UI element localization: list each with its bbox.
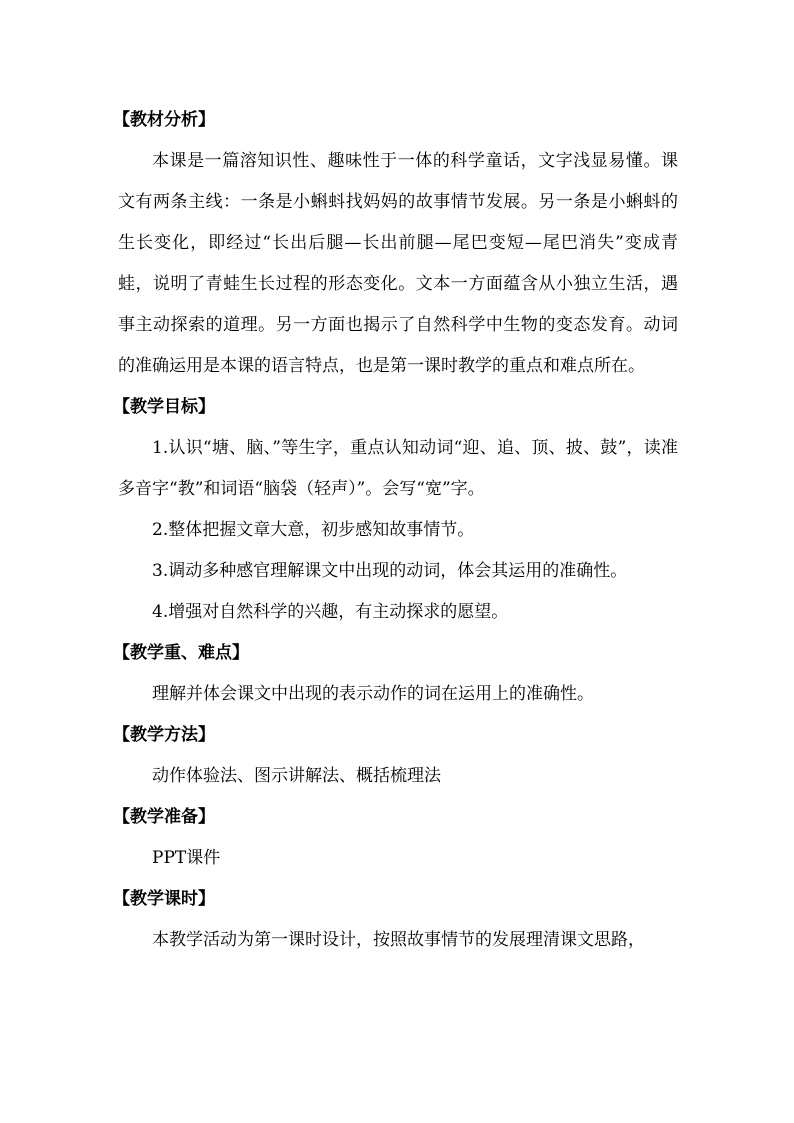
objective-item-3: 3.调动多种感官理解课文中出现的动词，体会其运用的准确性。: [152, 561, 628, 581]
textbook-analysis-paragraph: 本课是一篇溶知识性、趣味性于一体的科学童话，文字浅显易懂。课文有两条主线：一条是小蝌蚪找妈妈的故事情节发展。另一条是小蝌蚪的生长变化，即经过“长出后腿—长出前腿—尾巴变短—尾巴消失”变成青蛙，说明了青蛙生长过程的形态变化。文本一方面蕴含从小独立生活，遇事主动探索的道理。另一方面也揭示了自然科学中生物的变态发育。动词的准确运用是本课的语言特点，也是第一课时教学的重点和难点所在。: [118, 151, 678, 376]
class-hours-paragraph: 本教学活动为第一课时设计，按照故事情节的发展理清课文思路，: [152, 930, 645, 950]
section-heading-teaching-methods: 【教学方法】: [113, 725, 215, 745]
objective-item-1: 1.认识“塘、脑、”等生字，重点认知动词“迎、追、顶、披、鼓”，读准多音字“教”和词语“脑袋（轻声）”。会写“宽”字。: [118, 438, 678, 499]
document-page: [113, 100, 678, 961]
teaching-preparation-text: PPT课件: [152, 848, 221, 868]
section-heading-key-points: 【教学重、难点】: [113, 643, 249, 663]
objective-item-2: 2.整体把握文章大意，初步感知故事情节。: [152, 520, 475, 540]
section-heading-class-hours: 【教学课时】: [113, 889, 215, 909]
objective-item-4: 4.增强对自然科学的兴趣，有主动探求的愿望。: [152, 602, 509, 622]
key-points-text: 理解并体会课文中出现的表示动作的词在运用上的准确性。: [152, 684, 594, 704]
teaching-methods-text: 动作体验法、图示讲解法、概括梳理法: [152, 766, 441, 786]
section-heading-teaching-preparation: 【教学准备】: [113, 807, 215, 827]
section-heading-teaching-objectives: 【教学目标】: [113, 397, 215, 417]
section-heading-textbook-analysis: 【教材分析】: [113, 110, 215, 130]
